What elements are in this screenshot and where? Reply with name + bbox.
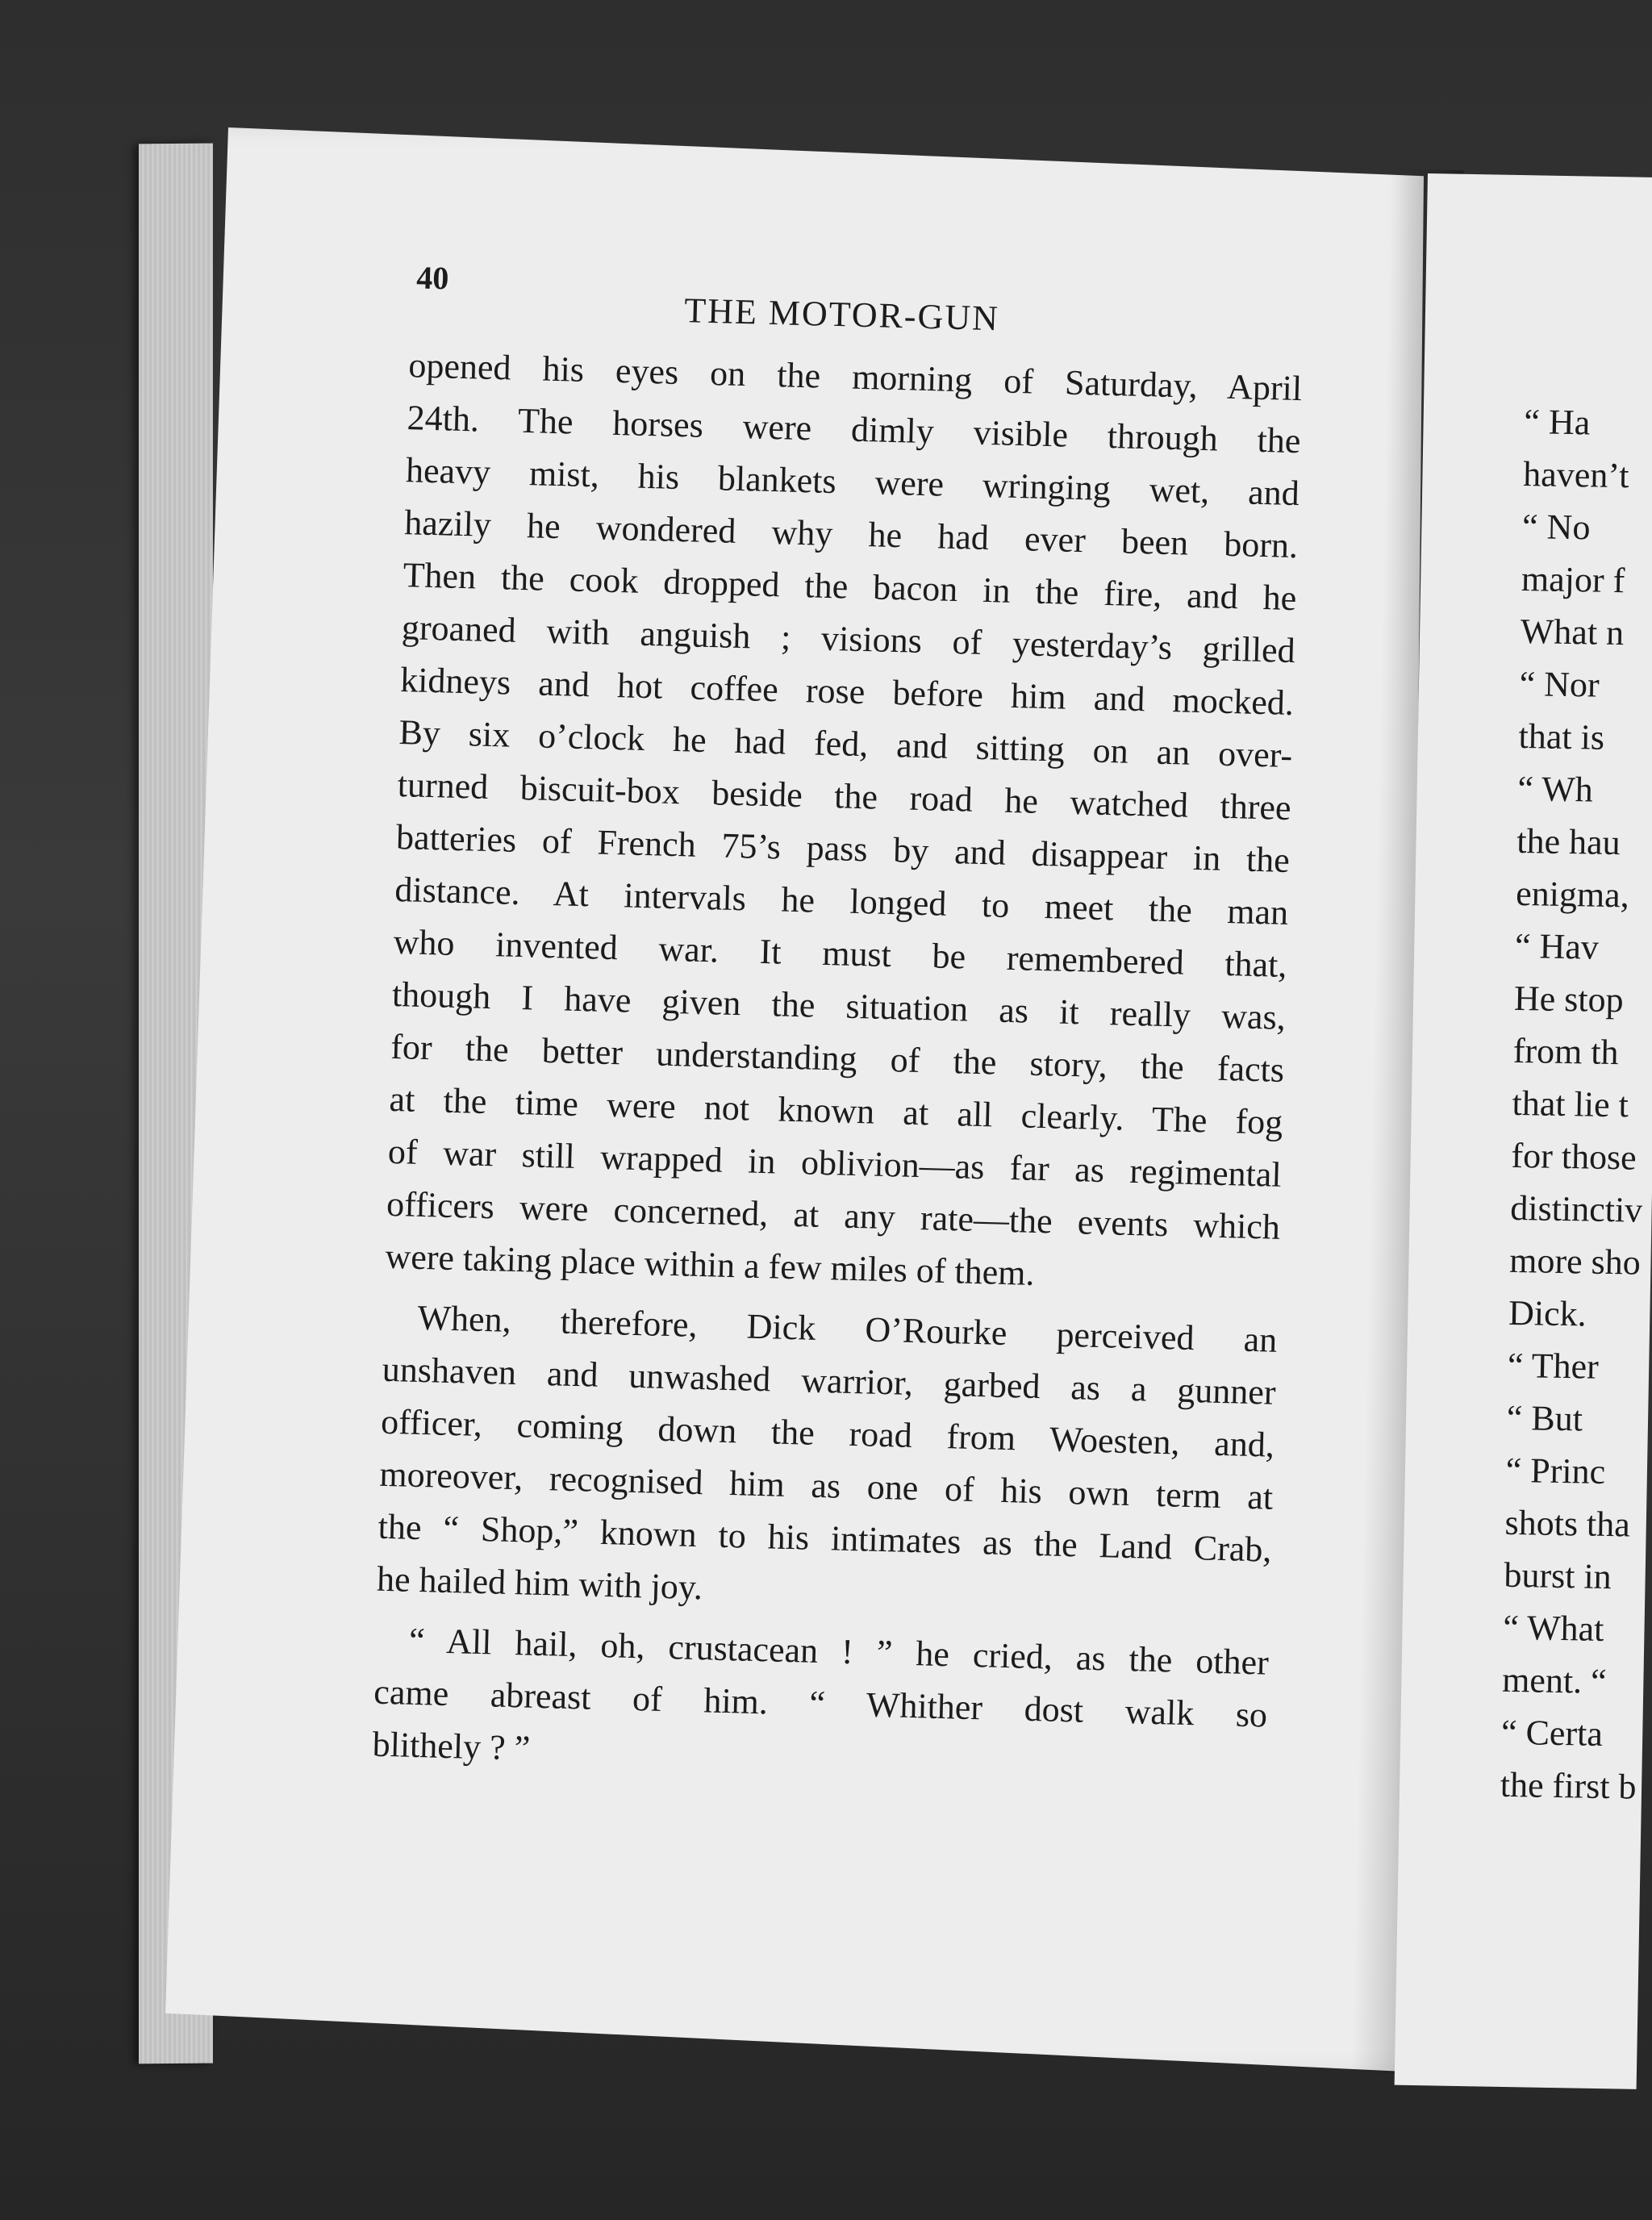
text-line: were taking place within a few miles of them. xyxy=(384,1236,1036,1293)
text-line-fragment: What n xyxy=(1520,611,1625,653)
text-line: for the better understanding of the story, the facts xyxy=(390,1026,1285,1090)
text-line: When, therefore, Dick O’Rourke perceived an xyxy=(416,1297,1278,1360)
text-line: he hailed him with joy. xyxy=(376,1559,703,1608)
text-line: who invented war. It must be remembered that, xyxy=(393,921,1288,985)
text-line-fragment: for those xyxy=(1511,1135,1637,1178)
text-line-fragment: “ Princ xyxy=(1505,1450,1606,1492)
text-line-fragment: “ Ha xyxy=(1524,401,1591,443)
text-line-fragment: “ No xyxy=(1521,506,1591,548)
text-line: “ All hail, oh, crustacean ! ” he cried, as the other xyxy=(408,1620,1270,1683)
text-line-fragment: “ Nor xyxy=(1519,663,1600,705)
text-line-fragment: distinctiv xyxy=(1509,1187,1643,1230)
text-line-fragment: major f xyxy=(1521,558,1625,601)
running-title: THE MOTOR-GUN xyxy=(683,290,1000,339)
text-line: distance. At intervals he longed to meet the man xyxy=(394,869,1289,933)
text-line: heavy mist, his blankets were wringing wet, and xyxy=(405,450,1300,514)
text-line-fragment: ment. “ xyxy=(1501,1659,1608,1702)
text-line: batteries of French 75’s pass by and disappear in the xyxy=(395,816,1291,880)
text-line-fragment: from th xyxy=(1512,1030,1619,1073)
text-line-fragment: “ What xyxy=(1502,1607,1604,1649)
left-page-text xyxy=(303,257,1303,1793)
text-line: By six o’clock he had fed, and sitting on an over- xyxy=(398,712,1293,776)
text-line: opened his eyes on the morning of Saturday, April xyxy=(407,345,1303,409)
text-line-fragment: He stop xyxy=(1513,978,1625,1020)
text-line-fragment: more sho xyxy=(1508,1240,1642,1283)
text-line-fragment: the hau xyxy=(1516,820,1621,863)
text-line: officer, coming down the road from Woesten, and, xyxy=(380,1401,1275,1465)
text-line: kidneys and hot coffee rose before him and mocked. xyxy=(399,660,1295,724)
text-line: blithely ? ” xyxy=(372,1724,531,1768)
text-line-fragment: burst in xyxy=(1504,1554,1612,1597)
text-line: unshaven and unwashed warrior, garbed as a gunner xyxy=(382,1349,1277,1413)
text-line-fragment: the first b xyxy=(1500,1764,1637,1807)
left-page-body xyxy=(303,337,1303,1793)
text-line: at the time were not known at all clearly. The fog xyxy=(389,1079,1283,1142)
text-line-fragment: “ Wh xyxy=(1517,768,1594,810)
text-line: hazily he wondered why he had ever been born. xyxy=(403,503,1299,566)
page-number: 40 xyxy=(415,259,449,297)
text-line: of war still wrapped in oblivion—as far as regimental xyxy=(387,1131,1283,1195)
text-line: the “ Shop,” known to his intimates as the Land Crab, xyxy=(378,1506,1273,1570)
text-line-fragment: shots tha xyxy=(1504,1502,1631,1545)
text-line-fragment: that lie t xyxy=(1512,1083,1629,1125)
text-line: came abreast of him. “ Whither dost walk so xyxy=(373,1671,1268,1735)
text-line-fragment: Dick. xyxy=(1508,1292,1587,1334)
text-line: 24th. The horses were dimly visible through the xyxy=(407,398,1302,461)
text-line: groaned with anguish ; visions of yesterday’s grilled xyxy=(401,607,1296,671)
text-line-fragment: “ Certa xyxy=(1500,1712,1604,1754)
text-line-fragment: haven’t xyxy=(1522,453,1629,496)
text-line-fragment: “ Hav xyxy=(1514,925,1600,967)
text-line-fragment: “ But xyxy=(1506,1397,1583,1439)
text-line: turned biscuit-box beside the road he watched three xyxy=(397,765,1292,828)
right-page-text xyxy=(1500,395,1652,1813)
text-line-fragment: “ Ther xyxy=(1507,1345,1600,1387)
text-line: though I have given the situation as it really was, xyxy=(391,974,1287,1037)
text-line: officers were concerned, at any rate—the events which xyxy=(386,1183,1281,1247)
text-line: Then the cook dropped the bacon in the fire, and he xyxy=(403,555,1297,619)
text-line-fragment: that is xyxy=(1518,716,1605,757)
text-line: moreover, recognised him as one of his own term at xyxy=(378,1454,1274,1517)
text-line-fragment: enigma, xyxy=(1515,873,1630,916)
